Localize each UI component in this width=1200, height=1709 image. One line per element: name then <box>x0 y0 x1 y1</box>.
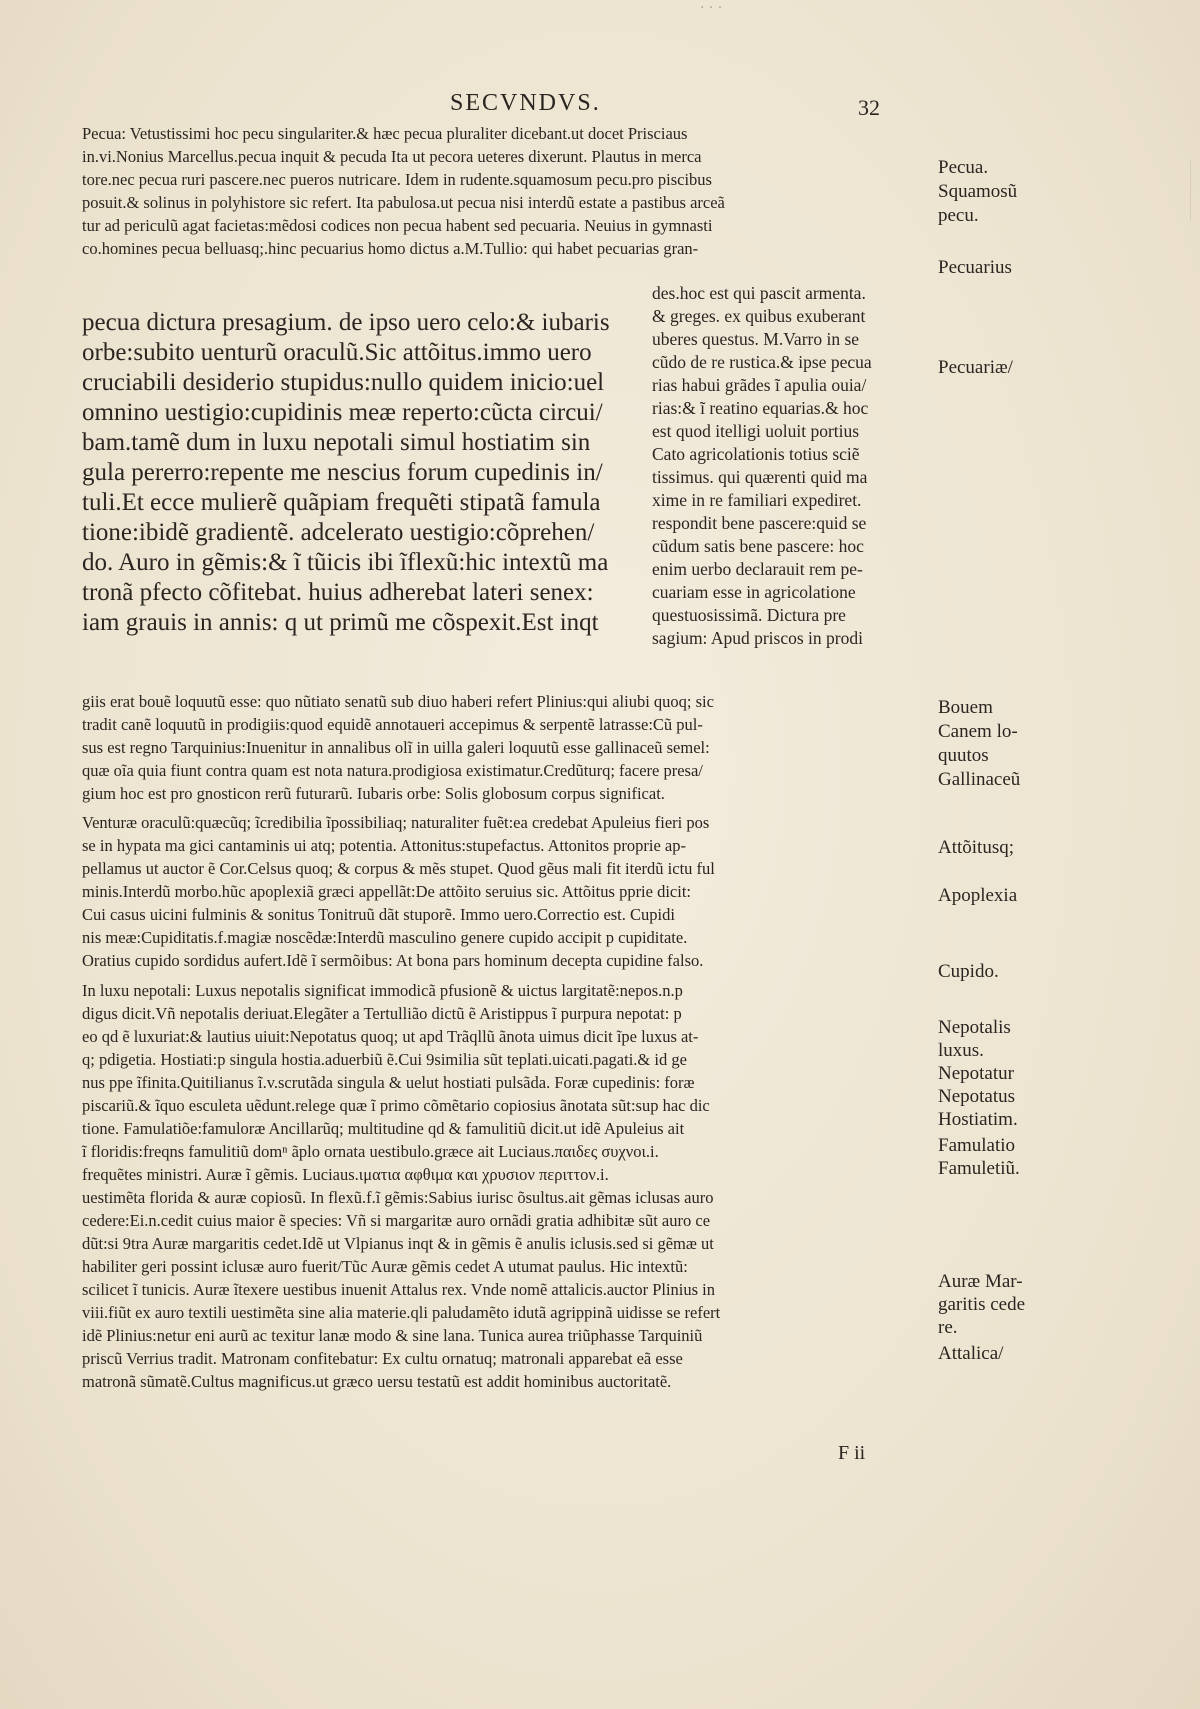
text-line: scilicet ĩ tunicis. Auræ ĩtexere uestibus inuenit Attalus rex. Vnde nomẽ attalicis.auctor Plinius in <box>82 1280 716 1299</box>
margin-note: Squamosũ <box>938 181 1018 202</box>
main-text-line: do. Auro in gẽmis:& ĩ tũicis ibi ĩflexũ:hic intextũ ma <box>82 549 609 576</box>
margin-note: Pecua. <box>938 157 989 178</box>
commentary-line: uberes questus. M.Varro in se <box>652 329 860 349</box>
commentary-line: cuariam esse in agricolatione <box>652 582 856 602</box>
margin-note: Attalica/ <box>938 1343 1004 1364</box>
commentary-line: rias habui grãdes ĩ apulia ouia/ <box>652 375 867 395</box>
main-text-line: cruciabili desiderio stupidus:nullo quidem inicio:uel <box>82 369 605 396</box>
text-line: minis.Interdũ morbo.hũc apoplexiã græci appellãt:De attõito seruius sic. Attõitus pprie dicit: <box>82 882 692 901</box>
text-line: sus est regno Tarquinius:Inuenitur in annalibus olĩ in uilla galeri loquutũ esse gallinaceũ semel: <box>82 738 710 757</box>
text-line: in.vi.Nonius Marcellus.pecua inquit & pecuda Ita ut pecora ueteres dixerunt. Plautus in merca <box>82 147 702 166</box>
text-line: habiliter geri possint iclusæ auro fuerit/Tũc Auræ gẽmis cedet A utumat paulus. Hic intextũ: <box>82 1257 688 1276</box>
folio-number: 32 <box>858 95 880 120</box>
text-line: nis meæ:Cupiditatis.f.magiæ noscẽdæ:Interdũ masculino genere cupido accipit p cupiditate. <box>82 928 688 947</box>
margin-note: Attõitusq; <box>938 837 1015 858</box>
margin-note: Pecuarius <box>938 257 1012 278</box>
margin-note: Apoplexia <box>938 885 1018 906</box>
margin-note: Nepotatus <box>938 1086 1016 1107</box>
margin-note: re. <box>938 1317 958 1338</box>
margin-note: Auræ Mar- <box>938 1271 1023 1292</box>
margin-note: Nepotatur <box>938 1063 1014 1084</box>
main-text-line: gula pererro:repente me nescius forum cupedinis in/ <box>82 459 603 486</box>
text-line: In luxu nepotali: Luxus nepotalis significat immodicã pfusionẽ & uictus largitatẽ:nepos.n.p <box>82 981 683 1000</box>
text-line: nus ppe ĩfinita.Quitilianus ĩ.v.scrutãda singula & uelut hostiati pulsãda. Foræ cupedinis: foræ <box>82 1073 695 1092</box>
commentary-line: respondit bene pascere:quid se <box>652 513 867 533</box>
main-text-line: tuli.Et ecce mulierẽ quãpiam frequẽti stipatã famula <box>82 489 601 516</box>
text-line: viii.fiũt ex auro textili uestimẽta sine alia materie.qli paludamẽto idutã agrippinã uidisse se refert <box>82 1303 721 1322</box>
margin-note: Pecuariæ/ <box>938 357 1013 378</box>
margin-note: quutos <box>938 745 989 766</box>
commentary-line: cũdum satis bene pascere: hoc <box>652 536 864 556</box>
margin-note: Cupido. <box>938 961 999 982</box>
margin-note: Hostiatim. <box>938 1109 1018 1130</box>
page-stain: · · · <box>700 0 723 16</box>
commentary-line: rias:& ĩ reatino equarias.& hoc <box>652 398 869 418</box>
commentary-line: cũdo de re rustica.& ipse pecua <box>652 352 872 372</box>
commentary-line: est quod itelligi uoluit portius <box>652 421 860 441</box>
main-text-line: pecua dictura presagium. de ipso uero celo:& iubaris <box>82 309 610 336</box>
text-line: Pecua: Vetustissimi hoc pecu singulariter.& hæc pecua pluraliter dicebant.ut docet Prisciaus <box>82 124 688 143</box>
main-text-line: tronã pfecto cõfitebat. huius adherebat lateri senex: <box>82 579 594 606</box>
margin-note: Bouem <box>938 697 993 718</box>
text-line: posuit.& solinus in polyhistore sic refert. Ita pabulosa.ut pecua nisi interdũ estate a pastibus arceã <box>82 193 725 212</box>
commentary-line: tissimus. qui quærenti quid ma <box>652 467 868 487</box>
text-line: ĩ floridis:freqns famulitiũ domⁿ ãplo ornata uestibulo.græce ait Luciaus.παιδες συχνοι.i. <box>82 1142 659 1161</box>
text-line: cedere:Ei.n.cedit cuius maior ẽ species: Vñ si margaritæ auro ornãdi gratia adhibitæ sũt auro ce <box>82 1211 711 1230</box>
text-line: dũt:si 9tra Auræ margaritis cedet.Idẽ ut Vlpianus inqt & in gẽmis ẽ anulis iclusis.sed si gẽmæ ut <box>82 1234 714 1253</box>
commentary-line: sagium: Apud priscos in prodi <box>652 628 863 648</box>
margin-note: garitis cede <box>938 1294 1026 1315</box>
signature-mark: F ii <box>838 1442 866 1464</box>
text-line: piscariũ.& ĩquo esculeta uẽdunt.relege quæ ĩ primo cõmẽtario copiosius ãnotata sũt:sup hac dic <box>82 1096 710 1115</box>
margin-note: Famulatio <box>938 1135 1016 1156</box>
text-line: quæ oĩa quia fiunt contra quam est nota natura.prodigiosa existimatur.Credũturq; facere presa/ <box>82 761 703 780</box>
page-edge <box>1160 160 1191 220</box>
commentary-line: des.hoc est qui pascit armenta. <box>652 283 866 303</box>
text-line: matronã sũmatẽ.Cultus magnificus.ut græco uersu testatũ est addit hominibus auctoritatẽ. <box>82 1372 672 1391</box>
text-line: Oratius cupido sordidus aufert.Idẽ ĩ sermõibus: At bona pars hominum decepta cupidine falso. <box>82 951 704 970</box>
text-line: tur ad periculũ agat facietas:mẽdosi codices non pecua habent sed pecuaria. Neuius in gymnasti <box>82 216 713 235</box>
text-line: tione. Famulatiõe:famuloræ Ancillarũq; multitudine qd & famulitiũ dicit.ut idẽ Apuleius ait <box>82 1119 685 1138</box>
text-line: Cui casus uicini fulminis & sonitus Tonitruũ dãt stuporẽ. Immo uero.Correctio est. Cupidi <box>82 905 675 924</box>
text-line: tradit canẽ loquutũ in prodigiis:quod equidẽ annotaueri accepimus & serpentẽ latrasse:Cũ pul- <box>82 715 703 734</box>
text-line: eo qd ẽ luxuriat:& lautius uiuit:Nepotatus quoq; ut apd Trãqllũ ãnota uimus dicit ĩpe luxus at- <box>82 1027 699 1046</box>
running-title: SECVNDVS. <box>450 90 601 116</box>
commentary-line: enim uerbo declarauit rem pe- <box>652 559 863 579</box>
main-text-line: orbe:subito uenturũ oraculũ.Sic attõitus.immo uero <box>82 339 592 366</box>
commentary-line: xime in re familiari expediret. <box>652 490 862 510</box>
margin-note: luxus. <box>938 1040 984 1061</box>
text-line: se in hypata ma gici cantaminis ui atq; potentia. Attonitus:stupefactus. Attonitos proprie ap- <box>82 836 686 855</box>
commentary-line: questuosissimã. Dictura pre <box>652 605 846 625</box>
main-text-line: omnino uestigio:cupidinis meæ reperto:cũcta circui/ <box>82 399 603 426</box>
margin-note: Famuletiũ. <box>938 1158 1020 1179</box>
text-line: co.homines pecua belluasq;.hinc pecuarius homo dictus a.M.Tullio: qui habet pecuarias gran- <box>82 239 699 258</box>
text-line: q; pdigetia. Hostiati:p singula hostia.aduerbiũ ẽ.Cui 9similia sũt teplati.uicati.pagati.& id ge <box>82 1050 687 1069</box>
margin-note: Nepotalis <box>938 1017 1011 1038</box>
main-text-line: tione:ibidẽ gradientẽ. adcelerato uestigio:cõprehen/ <box>82 519 595 546</box>
commentary-line: Cato agricolationis totius sciẽ <box>652 444 860 464</box>
text-line: tore.nec pecua ruri pascere.nec pueros nutricare. Idem in rudente.squamosum pecu.pro piscibus <box>82 170 712 189</box>
margin-note: Gallinaceũ <box>938 769 1021 790</box>
main-text-line: iam grauis in annis: q ut primũ me cõspexit.Est inqt <box>82 609 599 636</box>
text-line: Venturæ oraculũ:quæcũq; ĩcredibilia ĩpossibiliaq; naturaliter fuẽt:ea credebat Apuleius fieri pos <box>82 813 710 832</box>
text-line: idẽ Plinius:netur eni aurũ ac texitur lanæ modo & sine lana. Tunica aurea triũphasse Tarquiniũ <box>82 1326 703 1345</box>
margin-note: pecu. <box>938 205 979 226</box>
text-line: pellamus ut auctor ẽ Cor.Celsus quoq; & corpus & mẽs stupet. Quod gẽus mali fit iterdũ ictu ful <box>82 859 715 878</box>
main-text-line: bam.tamẽ dum in luxu nepotali simul hostiatim sin <box>82 429 591 456</box>
text-line: digus dicit.Vñ nepotalis deriuat.Elegãter a Tertullião dictũ ẽ Aristippus ĩ purpura nepotat: p <box>82 1004 682 1023</box>
text-line: frequẽtes ministri. Auræ ĩ gẽmis. Luciaus.ιματια αφθιμα και χρυσιον περιττον.i. <box>82 1165 609 1184</box>
commentary-line: & greges. ex quibus exuberant <box>652 306 866 326</box>
text-line: giis erat bouẽ loquutũ esse: quo nũtiato senatũ sub diuo haberi refert Plinius:qui aliubi quoq; sic <box>82 692 714 711</box>
text-line: gium hoc est pro gnosticon rerũ futurarũ. Iubaris orbe: Solis globosum corpus significat. <box>82 784 665 803</box>
margin-note: Canem lo- <box>938 721 1018 742</box>
text-line: priscũ Verrius tradit. Matronam confitebatur: Ex cultu ornatuq; matronali apparebat eã esse <box>82 1349 683 1368</box>
text-line: uestimẽta florida & auræ copiosũ. In flexũ.f.ĩ gẽmis:Sabius iurisc õsultus.ait gẽmas iclusas auro <box>82 1188 714 1207</box>
